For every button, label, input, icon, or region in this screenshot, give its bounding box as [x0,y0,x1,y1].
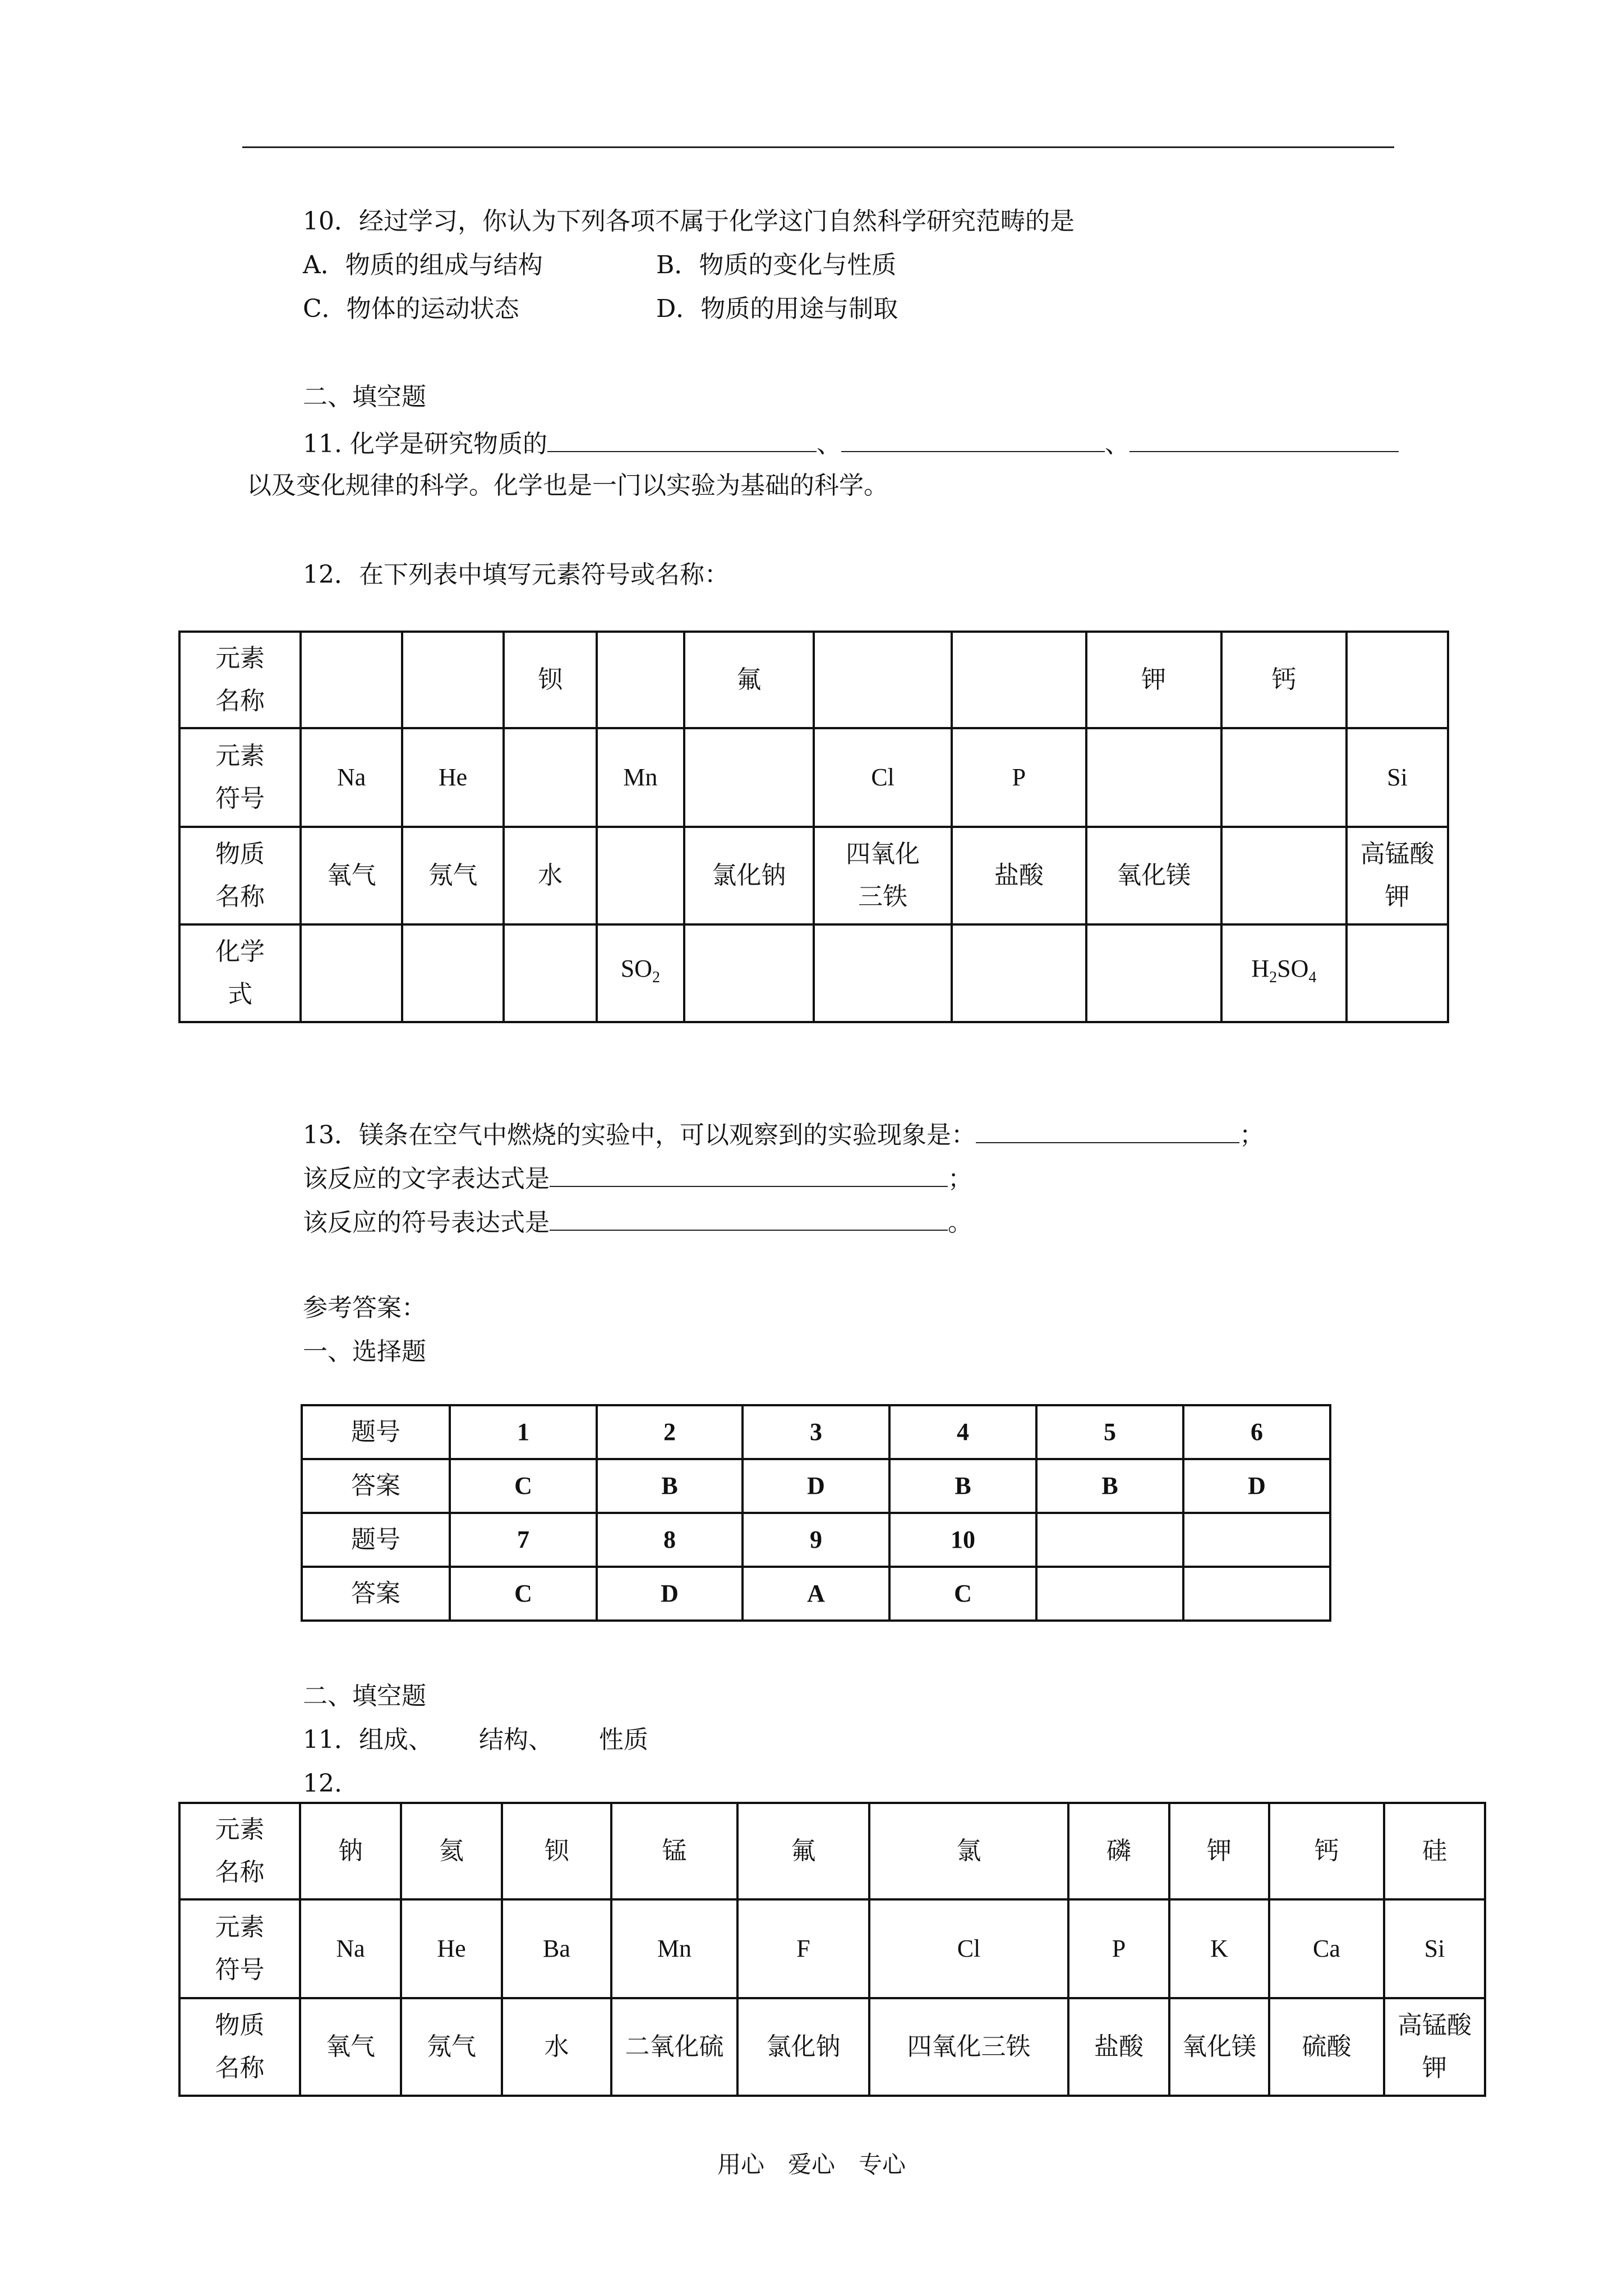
cell: 钾 [1086,632,1221,728]
formula-h2so4: $H_2SO_4$ [1221,924,1347,1022]
cell: 二氧化硫 [611,1998,737,2096]
q12-stem: 12．在下列表中填写元素符号或名称： [303,560,729,589]
cell: 氖气 [402,827,504,924]
cell: 钾 [1169,1803,1269,1899]
table1-row-element-symbol [179,728,1448,827]
answer-row [302,1459,1330,1513]
cell [1036,1513,1183,1567]
answer-11-part-3: 性质 [599,1726,648,1754]
q13-end-3: 。 [948,1208,972,1237]
cell[interactable] [1347,632,1448,728]
cell: 1 [450,1405,597,1459]
q10-stem: 10．经过学习，你认为下列各项不属于化学这门自然科学研究范畴的是 [303,207,1075,236]
cell: 氧化镁 [1086,827,1221,924]
cell: Ca [1269,1899,1384,1998]
formula-so2: $SO_2$ [597,924,684,1022]
row-header: 元素 符号 [179,728,301,827]
cell: 钙 [1269,1803,1384,1899]
cell[interactable] [1221,827,1347,924]
q10-option-b: B．物质的变化与性质 [656,251,897,279]
answer-11-part-1: 11．组成、 [303,1726,433,1754]
cell[interactable] [952,924,1086,1022]
answer-12-label: 12. [303,1769,342,1798]
answer-row [302,1513,1330,1567]
cell: 氧化镁 [1169,1998,1269,2096]
row-header: 物质 名称 [179,827,301,924]
cell: P [952,728,1086,827]
cell [1183,1513,1330,1567]
answer-element-table [178,1802,1486,2097]
cell[interactable] [1347,924,1448,1022]
cell: 氟 [737,1803,869,1899]
row-header: 元素 符号 [179,1899,300,1998]
cell: 答案 [302,1459,450,1513]
q13-stem: 13．镁条在空气中燃烧的实验中，可以观察到的实验现象是： [303,1121,976,1149]
q11-blank-3[interactable] [1129,425,1399,452]
q13-end-1: ； [1239,1121,1264,1149]
q13-blank-2[interactable] [550,1160,948,1187]
cell: 7 [450,1513,597,1567]
cell[interactable] [597,632,684,728]
row-header: 物质 名称 [179,1998,300,2096]
q13-symbol-eq-label: 该反应的符号表达式是 [303,1208,550,1237]
answer-11 [303,1723,648,1757]
answers-title: 参考答案： [303,1294,426,1322]
cell: 钠 [300,1803,401,1899]
cell: 氧气 [300,1998,401,2096]
q10-option-a: A．物质的组成与结构 [303,251,543,279]
cell: 6 [1183,1405,1330,1459]
cell-line: 高锰酸 [1398,2011,1472,2040]
cell: 锰 [611,1803,737,1899]
q11-blank-1[interactable] [547,425,817,452]
cell[interactable] [301,924,402,1022]
cell[interactable] [301,632,402,728]
cell: Cl [814,728,952,827]
cell [1347,827,1448,924]
q11-blank-2[interactable] [841,425,1105,452]
cell: 8 [597,1513,743,1567]
table2-row-element-name [179,1803,1485,1899]
table1-row-substance-name [179,827,1448,924]
cell: C [450,1567,597,1621]
cell: 硅 [1384,1803,1485,1899]
cell: 钡 [502,1803,611,1899]
cell: 氖气 [401,1998,502,2096]
element-table [178,631,1449,1023]
cell: Na [300,1899,401,1998]
row-header: 化学 式 [179,924,301,1022]
q13-blank-1[interactable] [976,1116,1239,1143]
q11-line1 [303,425,1399,461]
cell: 四氧化三铁 [869,1998,1068,2096]
cell: 题号 [302,1513,450,1567]
cell: Ba [502,1899,611,1998]
cell: 水 [502,1998,611,2096]
cell [814,827,952,924]
cell: D [597,1567,743,1621]
answer-11-part-2: 结构、 [479,1726,553,1754]
q10-option-d: D．物质的用途与制取 [656,295,898,323]
cell: 氯化钠 [737,1998,869,2096]
cell[interactable] [684,728,814,827]
cell: 题号 [302,1405,450,1459]
cell[interactable] [1086,924,1221,1022]
cell: He [402,728,504,827]
cell: He [401,1899,502,1998]
cell: 钡 [504,632,597,728]
cell: C [889,1567,1036,1621]
cell: 5 [1036,1405,1183,1459]
cell[interactable] [684,924,814,1022]
q13-line2 [303,1160,972,1196]
table2-row-substance-name [179,1998,1485,2096]
cell: Cl [869,1899,1068,1998]
cell: 水 [504,827,597,924]
answers-section-choice: 一、选择题 [303,1337,426,1366]
answer-row [302,1405,1330,1459]
cell: Mn [597,728,684,827]
cell: F [737,1899,869,1998]
cell[interactable] [504,924,597,1022]
page-footer: 用心 爱心 专心 [717,2151,906,2178]
cell: 氦 [401,1803,502,1899]
answers-section-fill: 二、填空题 [303,1682,426,1710]
cell: Si [1347,728,1448,827]
cell[interactable] [504,728,597,827]
cell [1183,1567,1330,1621]
cell-line: 钾 [1422,2054,1447,2082]
table1-row-element-name [179,632,1448,728]
cell[interactable] [597,827,684,924]
cell: 氧气 [301,827,402,924]
cell[interactable] [402,632,504,728]
cell: 3 [743,1405,889,1459]
section-fill-in-title: 二、填空题 [303,383,426,411]
cell[interactable] [952,632,1086,728]
q13-end-2: ； [948,1165,972,1193]
cell-line: 三铁 [858,882,908,911]
cell-line: 四氧化 [846,840,920,868]
q13-line3 [303,1204,972,1240]
cell: Si [1384,1899,1485,1998]
cell: 2 [597,1405,743,1459]
cell-line: 高锰酸 [1360,840,1435,868]
q13-word-eq-label: 该反应的文字表达式是 [303,1165,550,1193]
cell: D [1183,1459,1330,1513]
cell: 钙 [1221,632,1347,728]
cell: B [597,1459,743,1513]
cell: 氟 [684,632,814,728]
cell [1036,1567,1183,1621]
cell[interactable] [814,632,952,728]
cell-line: 钾 [1385,882,1410,911]
cell: Na [301,728,402,827]
cell: 10 [889,1513,1036,1567]
cell: 磷 [1068,1803,1169,1899]
table1-row-formula [179,924,1448,1022]
cell: 氯 [869,1803,1068,1899]
q10-option-c: C．物体的运动状态 [303,295,519,323]
cell: P [1068,1899,1169,1998]
cell: 9 [743,1513,889,1567]
q11-sep-1: 、 [816,430,841,458]
row-header: 元素 名称 [179,1803,300,1899]
answer-row [302,1567,1330,1621]
cell: K [1169,1899,1269,1998]
table2-row-element-symbol [179,1899,1485,1998]
q13-blank-3[interactable] [550,1204,948,1231]
cell: A [743,1567,889,1621]
cell: C [450,1459,597,1513]
cell[interactable] [402,924,504,1022]
cell [1384,1998,1485,2096]
cell[interactable] [1086,728,1221,827]
cell: 盐酸 [952,827,1086,924]
cell[interactable] [1221,728,1347,827]
cell: 4 [889,1405,1036,1459]
row-header: 元素 名称 [179,632,301,728]
answer-choice-table [301,1404,1331,1622]
cell: B [889,1459,1036,1513]
q13-line1 [303,1116,1264,1152]
q11-prefix: 11. 化学是研究物质的 [303,430,547,458]
q11-sep-2: 、 [1104,430,1129,458]
cell: 硫酸 [1269,1998,1384,2096]
cell: 氯化钠 [684,827,814,924]
cell: D [743,1459,889,1513]
cell: 答案 [302,1567,450,1621]
header-rule [242,146,1394,148]
cell[interactable] [814,924,952,1022]
cell: Mn [611,1899,737,1998]
cell: B [1036,1459,1183,1513]
q11-line2: 以及变化规律的科学。化学也是一门以实验为基础的科学。 [247,471,888,500]
cell: 盐酸 [1068,1998,1169,2096]
